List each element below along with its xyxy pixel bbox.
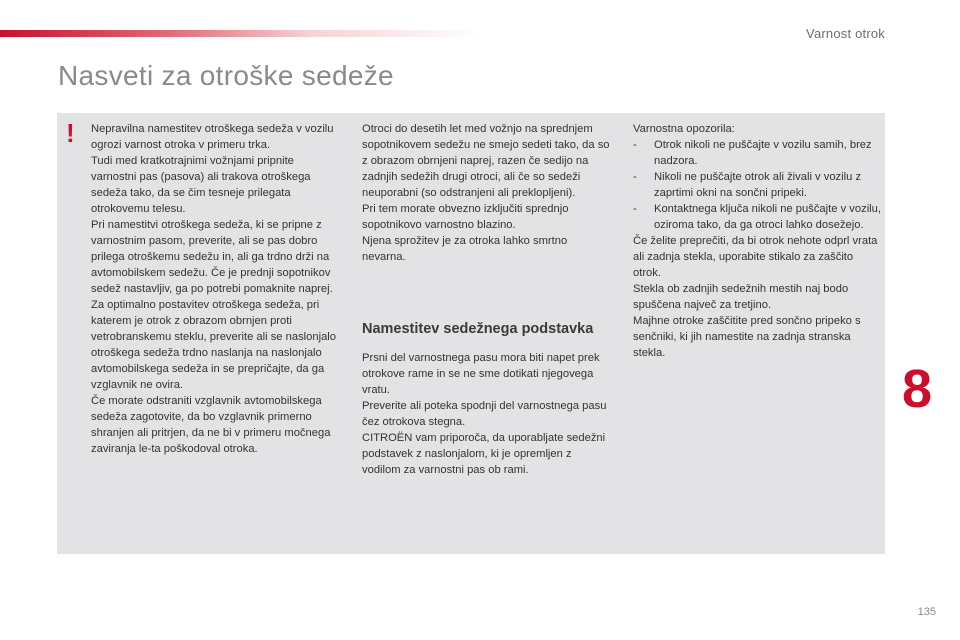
list-intro: Varnostna opozorila:	[633, 123, 735, 135]
paragraph: Preverite ali poteka spodnji del varnostnega pasu čez otrokova stegna.	[362, 400, 607, 428]
section-header: Varnost otrok	[806, 26, 885, 41]
paragraph: Stekla ob zadnjih sedežnih mestih naj bodo spuščena največ za tretjino.	[633, 283, 849, 311]
chapter-number: 8	[902, 359, 933, 419]
paragraph: Pri namestitvi otroškega sedeža, ki se pripne z varnostnim pasom, preverite, ali se pas dobro prilega otroškemu sedežu in, ali ga trdno drži na avtomobilskem sedežu. Če je prednji sopotnikov sedež nastavljiv, ga po potrebi pomaknite naprej.	[91, 219, 333, 295]
list-item	[633, 137, 881, 169]
paragraph: Pri tem morate obvezno izključiti sprednjo sopotnikovo varnostno blazino.	[362, 203, 569, 231]
list-dash: -	[633, 139, 637, 151]
paragraph: Otroci do desetih let med vožnjo na sprednjem sopotnikovem sedežu ne smejo sedeti tako, da so z obrazom obrnjeni naprej, razen če sedijo na zadnjih sedežih drugi otroci, ali če so sedeži neuporabni (so odstranjeni ali preklopljeni).	[362, 123, 610, 199]
paragraph: Majhne otroke zaščitite pred sončno pripeko s senčniki, ki jih namestite na zadnja stranska stekla.	[633, 315, 861, 359]
list-item	[633, 169, 881, 201]
paragraph: Če želite preprečiti, da bi otrok nehote odprl vrata ali zadnja stekla, uporabite stikalo za zaščito otrok.	[633, 235, 878, 279]
paragraph: CITROËN vam priporoča, da uporabljate sedežni podstavek z naslonjalom, ki je opremljen z vodilom za varnostni pas ob rami.	[362, 432, 606, 476]
page-number: 135	[917, 606, 936, 618]
list-dash: -	[633, 203, 637, 215]
list-item-text: Nikoli ne puščajte otrok ali živali v vozilu z zaprtimi okni na sončni pripeki.	[654, 171, 862, 199]
header-accent-bar	[0, 30, 480, 37]
column-1	[91, 121, 341, 457]
list-item	[633, 201, 881, 233]
paragraph: Tudi med kratkotrajnimi vožnjami pripnite varnostni pas (pasova) ali trakova otroškega sedeža tako, da se čim tesneje prilegata otrokovemu telesu.	[91, 155, 311, 215]
list-item-text: Kontaktnega ključa nikoli ne puščajte v vozilu, oziroma tako, da ga otroci lahko dosežejo.	[654, 203, 881, 231]
paragraph: Za optimalno postavitev otroškega sedeža, pri katerem je otrok z obrazom obrnjen proti vetrobranskemu steklu, preverite ali se naslonjalo otroškega sedeža trdno naslanja na naslonjalo avtomobilskega sedeža in se prepričajte, da ga vzglavnik ne ovira.	[91, 299, 337, 391]
section-subheading: Namestitev sedežnega podstavka	[362, 321, 594, 337]
list-dash: -	[633, 171, 637, 183]
warning-exclamation-icon: !	[66, 118, 75, 148]
list-item-text: Otrok nikoli ne puščajte v vozilu samih, brez nadzora.	[654, 139, 872, 167]
paragraph: Njena sprožitev je za otroka lahko smrtno nevarna.	[362, 235, 568, 263]
page-title: Nasveti za otroške sedeže	[58, 60, 394, 91]
paragraph: Če morate odstraniti vzglavnik avtomobilskega sedeža zagotovite, da bo vzglavnik primerno shranjen ali pritrjen, da ne bi v primeru močnega zaviranja le-ta poškodoval otroka.	[91, 395, 331, 455]
paragraph: Prsni del varnostnega pasu mora biti napet prek otrokove rame in se ne sme dotikati njegovega vratu.	[362, 352, 600, 396]
column-3	[633, 121, 881, 361]
column-2	[362, 121, 612, 478]
paragraph: Nepravilna namestitev otroškega sedeža v vozilu ogrozi varnost otroka v primeru trka.	[91, 123, 334, 151]
